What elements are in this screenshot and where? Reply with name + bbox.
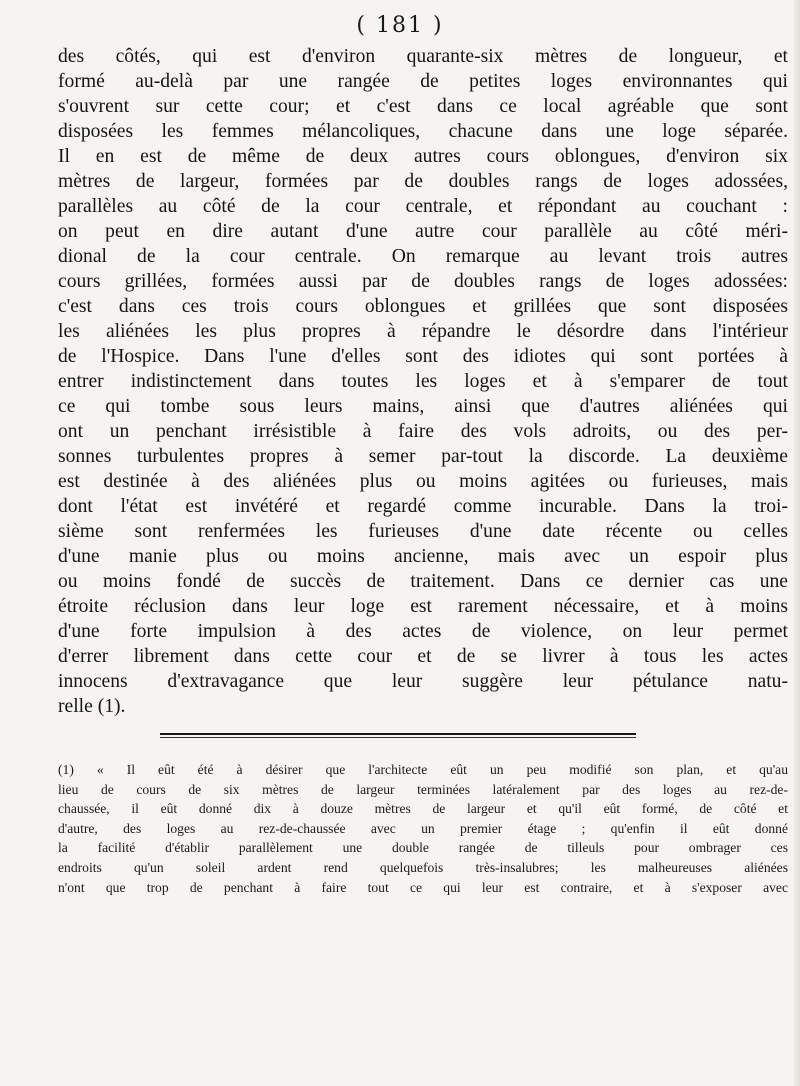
footnote-line: (1) « Il eût été à désirer que l'architecte eût un peu modifié son plan, et qu'au bbox=[58, 762, 788, 777]
text-line: c'est dans ces trois cours oblongues et grillées que sont disposées bbox=[58, 296, 788, 317]
text-line: s'ouvrent sur cette cour; et c'est dans ce local agréable que sont bbox=[58, 96, 788, 117]
page-edge-shadow bbox=[794, 0, 800, 1086]
text-line: innocens d'extravagance que leur suggère leur pétulance natu- bbox=[58, 671, 788, 692]
text-line: sième sont renfermées les furieuses d'une date récente ou celles bbox=[58, 521, 788, 542]
main-text bbox=[58, 44, 788, 719]
text-line: ont un penchant irrésistible à faire des vols adroits, ou des per- bbox=[58, 421, 788, 442]
footnote-line: n'ont que trop de penchant à faire tout ce qui leur est contraire, et à s'exposer avec bbox=[58, 879, 788, 895]
text-line: Il en est de même de deux autres cours oblongues, d'environ six bbox=[58, 146, 788, 167]
text-line: entrer indistinctement dans toutes les loges et à s'emparer de tout bbox=[58, 371, 788, 392]
text-line: dont l'état est invétéré et regardé comme incurable. Dans la troi- bbox=[58, 496, 788, 517]
footnote-divider-thin bbox=[160, 737, 636, 738]
text-line: d'une manie plus ou moins ancienne, mais avec un espoir plus bbox=[58, 546, 788, 567]
footnote-line: chaussée, il eût donné dix à douze mètres de largeur et qu'il eût formé, de côté et bbox=[58, 801, 788, 817]
footnote-line: d'autre, des loges au rez-de-chaussée avec un premier étage ; qu'enfin il eût donné bbox=[58, 820, 788, 836]
text-line: cours grillées, formées aussi par de doubles rangs de loges adossées: bbox=[58, 271, 788, 292]
text-line: on peut en dire autant d'une autre cour parallèle au côté méri- bbox=[58, 221, 788, 242]
text-line: ou moins fondé de succès de traitement. Dans ce dernier cas une bbox=[58, 571, 788, 592]
text-line: d'une forte impulsion à des actes de violence, on leur permet bbox=[58, 621, 788, 642]
text-line: formé au-delà par une rangée de petites loges environnantes qui bbox=[58, 71, 788, 92]
footnote bbox=[58, 760, 788, 897]
footnote-line: la facilité d'établir parallèlement une double rangée de tilleuls pour ombrager ces bbox=[58, 840, 788, 856]
footnote-line: endroits qu'un soleil ardent rend quelquefois très-insalubres; les malheureuses aliénées bbox=[58, 859, 788, 875]
text-line: parallèles au côté de la cour centrale, et répondant au couchant : bbox=[58, 196, 788, 217]
text-line: mètres de largeur, formées par de doubles rangs de loges adossées, bbox=[58, 171, 788, 192]
page-number: ( 181 ) bbox=[356, 13, 444, 38]
text-line: dional de la cour centrale. On remarque au levant trois autres bbox=[58, 246, 788, 267]
text-line: est destinée à des aliénées plus ou moins agitées ou furieuses, mais bbox=[58, 471, 788, 492]
text-line: des côtés, qui est d'environ quarante-six mètres de longueur, et bbox=[58, 46, 788, 67]
text-line: relle (1). bbox=[58, 696, 126, 717]
footnote-divider bbox=[160, 733, 636, 735]
text-line: d'errer librement dans cette cour et de se livrer à tous les actes bbox=[58, 646, 788, 667]
text-line: disposées les femmes mélancoliques, chacune dans une loge séparée. bbox=[58, 121, 788, 142]
text-line: les aliénées les plus propres à répandre le désordre dans l'intérieur bbox=[58, 321, 788, 342]
footnote-line: lieu de cours de six mètres de largeur terminées latéralement par des loges au rez-de- bbox=[58, 781, 788, 797]
text-line: étroite réclusion dans leur loge est rarement nécessaire, et à moins bbox=[58, 596, 788, 617]
text-line: sonnes turbulentes propres à semer par-tout la discorde. La deuxième bbox=[58, 446, 788, 467]
text-line: ce qui tombe sous leurs mains, ainsi que d'autres aliénées qui bbox=[58, 396, 788, 417]
text-line: de l'Hospice. Dans l'une d'elles sont des idiotes qui sont portées à bbox=[58, 346, 788, 367]
